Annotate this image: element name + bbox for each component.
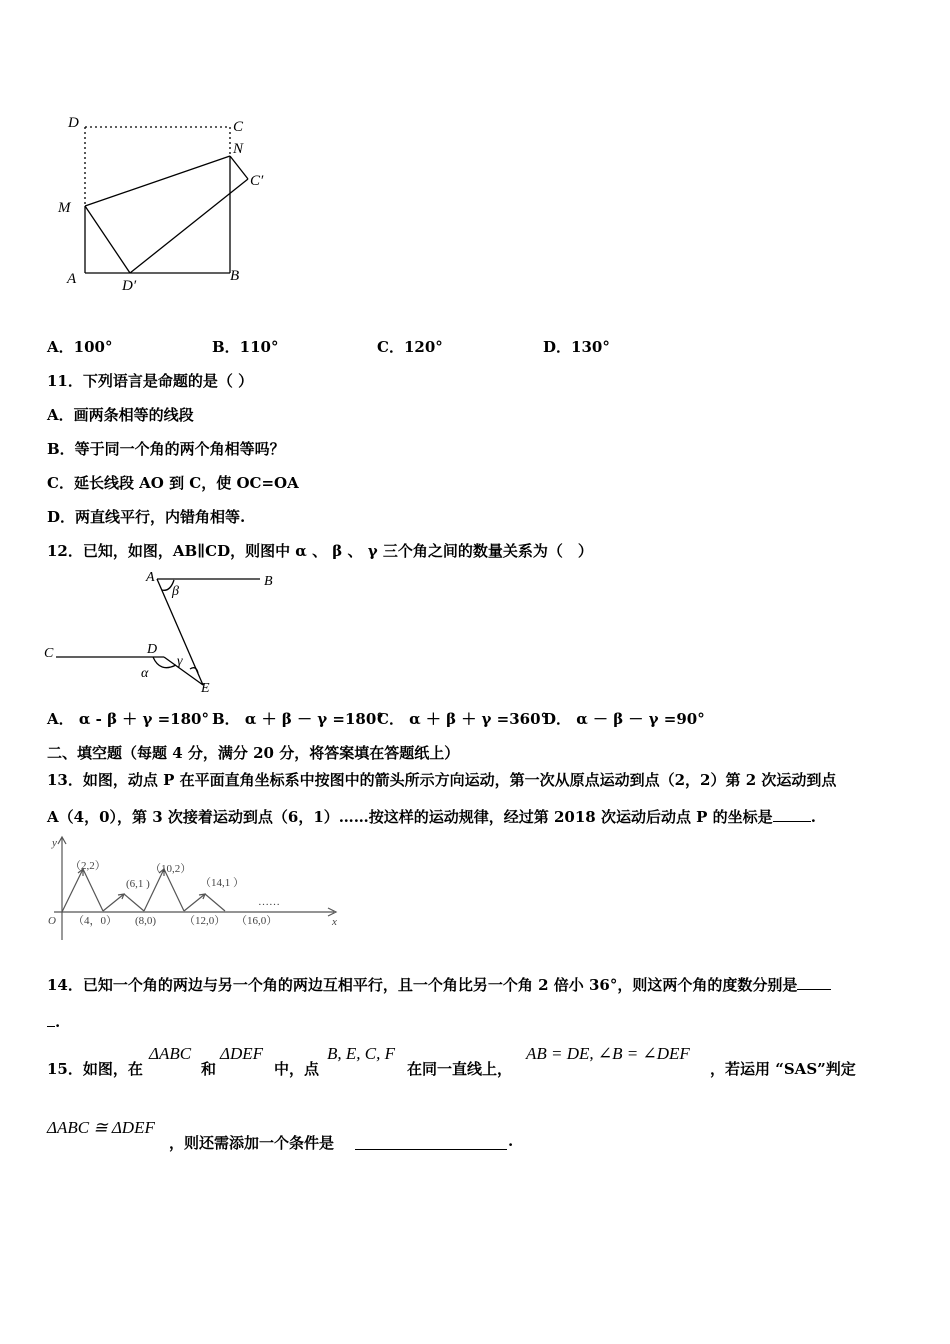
label-q3: （12,0） — [184, 915, 226, 927]
label-M: M — [58, 200, 71, 216]
label-N: N — [233, 141, 244, 157]
q15-math-def: ΔDEF — [220, 1044, 264, 1063]
label-C: C — [233, 119, 244, 135]
q12-option-a: A． α - β ＋ γ =180° — [47, 710, 209, 728]
q11-option-a: A．画两条相等的线段 — [47, 406, 194, 424]
q14-line2-end: . — [55, 1013, 61, 1031]
label-q4: （16,0） — [236, 915, 278, 927]
segment-MN — [85, 156, 230, 206]
q10-option-a: A．100° — [47, 338, 113, 356]
q15-text-2: 和 — [201, 1060, 217, 1078]
label-D: D — [68, 115, 79, 131]
q12-stem: 12．已知，如图，AB∥CD，则图中 α 、 β 、 γ 三个角之间的数量关系为（ ） — [47, 542, 593, 560]
section-heading: 二、填空题（每题 4 分，满分 20 分，将答案填在答题纸上） — [47, 744, 460, 762]
path-segment-8 — [205, 894, 225, 911]
label-B: B — [230, 268, 240, 284]
q15-math-abc: ΔABC — [149, 1044, 192, 1063]
q11-option-b: B．等于同一个角的两个角相等吗？ — [47, 440, 285, 458]
q13-line2-text: A（4，0），第 3 次接着运动到点（6，1）……按这样的运动规律，经过第 2018 次运动后动点 P 的坐标是 — [47, 808, 773, 826]
label-gamma: γ — [177, 654, 183, 669]
q12-option-c: C． α ＋ β ＋ γ =360° — [377, 710, 549, 728]
label-x: x — [332, 916, 337, 928]
q15-math-condition: AB = DE, ∠B = ∠DEF — [526, 1044, 690, 1063]
figure-q10 — [50, 110, 280, 300]
label-y: y — [52, 837, 57, 849]
q12-option-b: B． α ＋ β － γ =180° — [212, 710, 384, 728]
q14-line1-text: 14．已知一个角的两边与另一个角的两边互相平行，且一个角比另一个角 2 倍小 36°，则这两个角的度数分别是 — [47, 976, 798, 994]
path-segment-1 — [62, 869, 83, 912]
q15-text-1: 15．如图，在 — [47, 1060, 143, 1078]
q13-line2 — [47, 806, 816, 827]
label-p2: (6,1 ) — [126, 878, 150, 890]
q15-text-7: . — [508, 1132, 514, 1150]
label-D: D — [147, 642, 158, 657]
label-p3: （10,2） — [150, 863, 192, 875]
label-A: A — [67, 271, 77, 287]
segment-MD — [85, 206, 130, 273]
q10-option-c: C．120° — [377, 338, 443, 356]
q11-option-c: C．延长线段 AO 到 C，使 OC=OA — [47, 474, 299, 492]
q14-line1 — [47, 974, 831, 995]
path-segment-5 — [144, 869, 164, 911]
q13-line2-end: . — [810, 808, 816, 826]
q11-option-d: D．两直线平行，内错角相等. — [47, 508, 246, 526]
label-p4: （14,1 ） — [200, 877, 244, 889]
label-O: O — [48, 915, 56, 927]
q12-option-d: D． α － β － γ =90° — [543, 710, 705, 728]
q14-answer-blank[interactable] — [797, 989, 831, 990]
path-segment-4 — [124, 894, 144, 911]
label-C: C — [44, 646, 54, 661]
label-E: E — [201, 681, 210, 696]
q13-line1: 13．如图，动点 P 在平面直角坐标系中按图中的箭头所示方向运动，第一次从原点运动到点（2，2）第 2 次运动到点 — [47, 771, 837, 789]
q13-answer-blank[interactable] — [773, 821, 811, 822]
q15-answer-blank[interactable] — [355, 1132, 507, 1150]
q14-line2 — [47, 1013, 60, 1031]
q15-text-4: 在同一直线上， — [407, 1060, 513, 1078]
arc-alpha — [153, 657, 176, 668]
q10-option-d: D．130° — [543, 338, 610, 356]
q15-math-points: B, E, C, F — [327, 1044, 395, 1063]
figure-q13 — [40, 832, 350, 947]
q11-stem: 11．下列语言是命题的是（ ） — [47, 372, 254, 390]
label-p1: （2,2） — [70, 860, 106, 872]
label-A: A — [146, 570, 155, 585]
path-segment-6 — [164, 869, 184, 911]
label-dots: …… — [258, 896, 280, 908]
label-alpha: α — [141, 666, 149, 681]
q15-text-3: 中，点 — [274, 1060, 320, 1078]
path-segment-2 — [83, 869, 103, 911]
label-Cp: C′ — [250, 173, 264, 189]
label-Dp: D′ — [122, 278, 137, 294]
label-q1: （4，0） — [73, 915, 117, 927]
label-q2: (8,0) — [135, 915, 157, 927]
q15-math-congruent: ΔABC ≅ ΔDEF — [47, 1118, 155, 1137]
path-segment-3 — [103, 894, 124, 911]
q10-option-b: B．110° — [212, 338, 279, 356]
segment-NC — [230, 156, 248, 179]
q15-text-5: ，若运用 “SAS”判定 — [710, 1060, 856, 1078]
figure-q12 — [40, 565, 290, 700]
label-beta: β — [172, 584, 179, 599]
q15-text-6: ，则还需添加一个条件是 — [169, 1134, 335, 1152]
label-B: B — [264, 574, 273, 589]
q14-answer-blank-cont[interactable] — [47, 1026, 55, 1027]
path-segment-7 — [184, 894, 205, 911]
